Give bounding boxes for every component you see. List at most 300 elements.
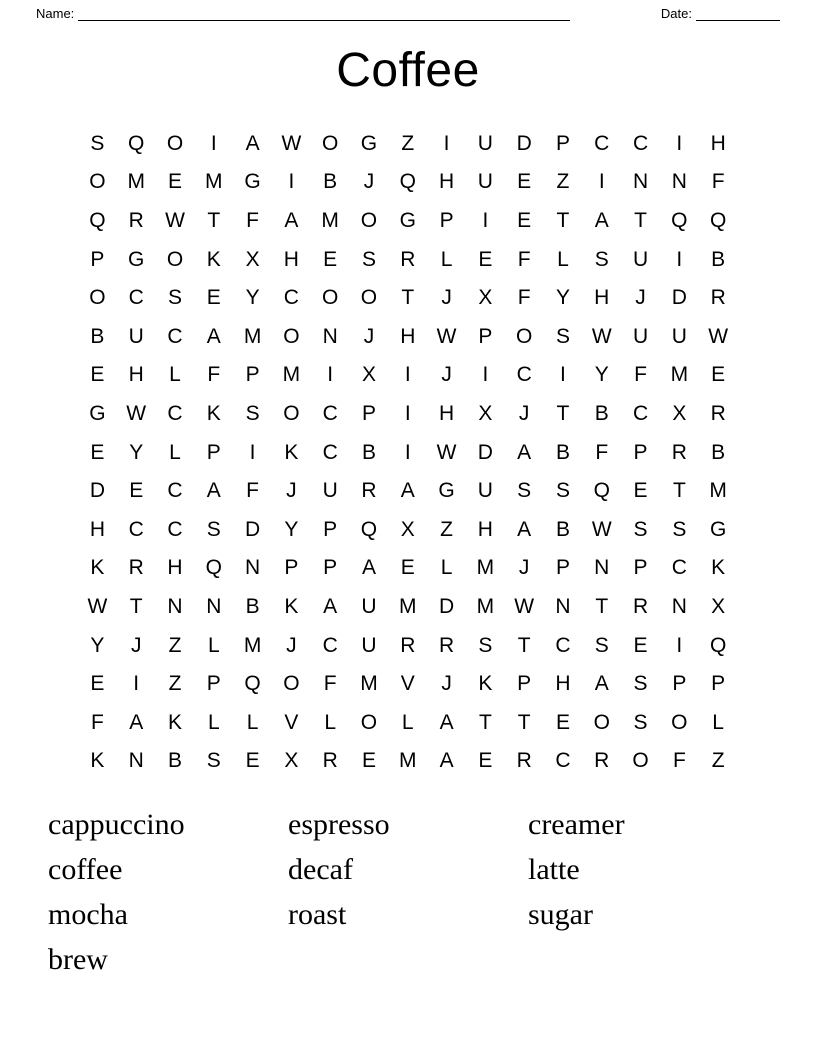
grid-cell[interactable]: A [129,710,144,734]
grid-cell[interactable]: K [206,401,221,425]
grid-cell[interactable]: Z [401,131,415,155]
grid-cell[interactable]: Q [89,208,106,232]
grid-cell[interactable]: M [127,170,145,194]
grid-cell[interactable]: R [128,556,144,580]
grid-cell[interactable]: R [516,749,532,773]
grid-cell[interactable]: M [243,324,262,348]
grid-cell[interactable]: K [90,749,105,773]
grid-cell[interactable]: L [440,247,453,271]
grid-cell[interactable]: R [710,401,726,425]
grid-cell[interactable]: I [404,363,411,387]
grid-cell[interactable]: Q [399,170,416,194]
grid-cell[interactable]: R [671,440,687,464]
grid-cell[interactable]: P [439,208,454,232]
grid-cell[interactable]: W [514,594,535,618]
grid-cell[interactable]: S [633,710,648,734]
grid-cell[interactable]: N [245,556,261,580]
grid-cell[interactable]: I [404,401,411,425]
grid-cell[interactable]: R [438,633,455,657]
grid-cell[interactable]: E [206,286,221,310]
grid-cell[interactable]: C [322,401,338,425]
grid-cell[interactable]: E [517,208,532,232]
grid-cell[interactable]: N [632,170,649,194]
grid-cell[interactable]: Y [90,633,105,657]
grid-cell[interactable]: Z [168,672,182,696]
grid-cell[interactable]: J [441,363,452,387]
grid-cell[interactable]: D [89,479,105,503]
grid-cell[interactable]: I [210,131,217,155]
grid-cell[interactable]: S [478,633,493,657]
grid-cell[interactable]: M [243,633,262,657]
grid-cell[interactable]: K [90,556,105,580]
grid-cell[interactable]: V [284,710,299,734]
grid-cell[interactable]: I [676,633,683,657]
grid-cell[interactable]: P [90,247,105,271]
grid-cell[interactable]: A [594,208,609,232]
grid-cell[interactable]: M [282,363,301,387]
grid-cell[interactable]: I [598,170,605,194]
grid-cell[interactable]: X [361,363,376,387]
grid-cell[interactable]: H [438,401,455,425]
grid-cell[interactable]: C [167,324,183,348]
grid-cell[interactable]: O [593,710,610,734]
grid-cell[interactable]: C [322,633,338,657]
grid-cell[interactable]: F [246,479,259,503]
grid-cell[interactable]: W [87,594,108,618]
grid-cell[interactable]: U [361,594,377,618]
grid-cell[interactable]: L [169,440,181,464]
grid-cell[interactable]: Q [360,517,378,541]
grid-cell[interactable]: D [438,594,455,618]
name-input-rule[interactable] [78,7,570,21]
word-list-item[interactable]: decaf [288,853,353,887]
grid-cell[interactable]: X [400,517,415,541]
grid-cell[interactable]: T [517,633,531,657]
grid-cell[interactable]: O [89,286,106,310]
grid-cell[interactable]: P [517,672,532,696]
grid-cell[interactable]: C [128,517,144,541]
word-list-item[interactable]: coffee [48,853,123,887]
grid-cell[interactable]: M [321,208,339,232]
grid-cell[interactable]: B [711,247,726,271]
grid-cell[interactable]: P [323,556,338,580]
grid-cell[interactable]: I [288,170,295,194]
grid-cell[interactable]: O [283,672,300,696]
grid-cell[interactable]: H [167,556,183,580]
grid-cell[interactable]: G [709,517,727,541]
grid-cell[interactable]: C [128,286,144,310]
grid-cell[interactable]: G [244,170,261,194]
grid-cell[interactable]: L [401,710,414,734]
grid-cell[interactable]: H [594,286,610,310]
grid-cell[interactable]: F [517,286,531,310]
grid-cell[interactable]: C [555,749,571,773]
grid-cell[interactable]: M [399,594,417,618]
grid-cell[interactable]: W [436,324,457,348]
grid-cell[interactable]: X [478,286,493,310]
grid-cell[interactable]: D [477,440,493,464]
grid-cell[interactable]: P [633,440,648,464]
grid-cell[interactable]: E [90,363,105,387]
word-list-item[interactable]: espresso [288,808,390,842]
grid-cell[interactable]: X [711,594,726,618]
grid-cell[interactable]: G [89,401,106,425]
grid-cell[interactable]: W [708,324,729,348]
grid-cell[interactable]: C [322,440,338,464]
grid-cell[interactable]: J [286,479,297,503]
grid-cell[interactable]: C [594,131,610,155]
grid-cell[interactable]: E [90,672,105,696]
grid-cell[interactable]: X [245,247,260,271]
grid-cell[interactable]: A [400,479,415,503]
grid-cell[interactable]: O [89,170,106,194]
grid-cell[interactable]: J [286,633,297,657]
grid-cell[interactable]: U [322,479,338,503]
grid-cell[interactable]: O [360,208,378,232]
word-list-item[interactable]: roast [288,898,347,932]
grid-cell[interactable]: G [438,479,455,503]
grid-cell[interactable]: P [555,131,570,155]
grid-cell[interactable]: A [361,556,376,580]
grid-cell[interactable]: U [128,324,144,348]
word-list-item[interactable]: creamer [528,808,625,842]
word-search-grid[interactable] [78,124,738,780]
grid-cell[interactable]: R [361,479,377,503]
grid-cell[interactable]: Q [593,479,610,503]
grid-cell[interactable]: B [594,401,609,425]
grid-cell[interactable]: A [439,749,454,773]
grid-cell[interactable]: A [323,594,338,618]
grid-cell[interactable]: T [556,401,570,425]
grid-cell[interactable]: J [518,556,530,580]
grid-cell[interactable]: O [360,710,378,734]
grid-cell[interactable]: R [632,594,649,618]
grid-cell[interactable]: U [477,131,493,155]
grid-cell[interactable]: S [633,672,648,696]
grid-cell[interactable]: N [671,170,687,194]
grid-cell[interactable]: W [165,208,185,232]
grid-cell[interactable]: Q [205,556,222,580]
grid-cell[interactable]: F [672,749,686,773]
grid-cell[interactable]: O [671,710,688,734]
grid-cell[interactable]: S [167,286,182,310]
grid-cell[interactable]: M [205,170,223,194]
grid-cell[interactable]: M [476,594,495,618]
grid-cell[interactable]: J [635,286,646,310]
word-list-item[interactable]: sugar [528,898,593,932]
grid-cell[interactable]: E [555,710,570,734]
grid-cell[interactable]: C [283,286,299,310]
grid-cell[interactable]: H [128,363,144,387]
grid-cell[interactable]: F [207,363,221,387]
grid-cell[interactable]: M [476,556,495,580]
grid-cell[interactable]: D [245,517,261,541]
grid-cell[interactable]: G [399,208,416,232]
grid-cell[interactable]: R [710,286,726,310]
grid-cell[interactable]: D [516,131,532,155]
grid-cell[interactable]: N [671,594,687,618]
grid-cell[interactable]: P [361,401,376,425]
grid-cell[interactable]: J [441,286,452,310]
grid-cell[interactable]: H [438,170,455,194]
grid-cell[interactable]: Q [709,208,727,232]
grid-cell[interactable]: F [90,710,104,734]
grid-cell[interactable]: B [167,749,182,773]
grid-cell[interactable]: I [327,363,334,387]
grid-cell[interactable]: K [284,440,299,464]
grid-cell[interactable]: Y [245,286,260,310]
grid-cell[interactable]: O [360,286,378,310]
grid-cell[interactable]: G [128,247,145,271]
grid-cell[interactable]: O [166,247,184,271]
grid-cell[interactable]: B [555,517,570,541]
grid-cell[interactable]: E [245,749,260,773]
grid-cell[interactable]: N [594,556,610,580]
grid-cell[interactable]: F [634,363,647,387]
grid-cell[interactable]: U [632,324,649,348]
grid-cell[interactable]: I [404,440,411,464]
grid-cell[interactable]: S [90,131,105,155]
grid-cell[interactable]: A [206,324,221,348]
grid-cell[interactable]: H [477,517,493,541]
grid-cell[interactable]: P [206,672,221,696]
grid-cell[interactable]: P [672,672,687,696]
grid-cell[interactable]: X [672,401,687,425]
grid-cell[interactable]: S [555,479,570,503]
grid-cell[interactable]: S [245,401,260,425]
grid-cell[interactable]: Y [129,440,144,464]
grid-cell[interactable]: S [594,633,609,657]
grid-cell[interactable]: T [129,594,143,618]
grid-cell[interactable]: T [517,710,531,734]
grid-cell[interactable]: C [516,363,532,387]
grid-cell[interactable]: W [591,324,612,348]
grid-cell[interactable]: A [594,672,609,696]
grid-cell[interactable]: J [518,401,530,425]
grid-cell[interactable]: A [517,440,532,464]
grid-cell[interactable]: Q [709,633,727,657]
grid-cell[interactable]: Z [556,170,570,194]
grid-cell[interactable]: Q [128,131,145,155]
grid-cell[interactable]: C [671,556,687,580]
grid-cell[interactable]: E [323,247,338,271]
grid-cell[interactable]: C [632,401,649,425]
grid-cell[interactable]: X [284,749,299,773]
grid-cell[interactable]: E [400,556,415,580]
word-list-item[interactable]: latte [528,853,580,887]
grid-cell[interactable]: L [169,363,181,387]
grid-cell[interactable]: L [207,710,220,734]
grid-cell[interactable]: F [595,440,609,464]
grid-cell[interactable]: E [517,170,532,194]
grid-cell[interactable]: O [322,286,339,310]
grid-cell[interactable]: W [126,401,147,425]
grid-cell[interactable]: O [632,749,649,773]
grid-cell[interactable]: C [555,633,571,657]
grid-cell[interactable]: K [206,247,221,271]
grid-cell[interactable]: B [245,594,260,618]
grid-cell[interactable]: B [361,440,376,464]
grid-cell[interactable]: Q [671,208,688,232]
grid-cell[interactable]: I [560,363,566,387]
grid-cell[interactable]: E [711,363,726,387]
grid-cell[interactable]: N [322,324,338,348]
grid-cell[interactable]: R [128,208,144,232]
grid-cell[interactable]: P [245,363,260,387]
grid-cell[interactable]: S [633,517,648,541]
grid-cell[interactable]: L [246,710,259,734]
grid-cell[interactable]: T [595,594,609,618]
grid-cell[interactable]: N [206,594,222,618]
grid-cell[interactable]: K [711,556,726,580]
grid-cell[interactable]: E [167,170,182,194]
grid-cell[interactable]: I [249,440,256,464]
grid-cell[interactable]: W [591,517,612,541]
grid-cell[interactable]: F [246,208,259,232]
grid-cell[interactable]: A [284,208,299,232]
grid-cell[interactable]: Z [711,749,725,773]
grid-cell[interactable]: H [400,324,416,348]
grid-cell[interactable]: I [443,131,450,155]
grid-cell[interactable]: K [478,672,493,696]
grid-cell[interactable]: P [711,672,726,696]
grid-cell[interactable]: E [478,749,493,773]
grid-cell[interactable]: Z [168,633,182,657]
grid-cell[interactable]: O [283,324,300,348]
grid-cell[interactable]: A [245,131,260,155]
grid-cell[interactable]: J [441,672,452,696]
grid-cell[interactable]: K [284,594,299,618]
grid-cell[interactable]: H [283,247,299,271]
date-input-rule[interactable] [696,7,780,21]
grid-cell[interactable]: J [130,633,142,657]
grid-cell[interactable]: P [323,517,338,541]
grid-cell[interactable]: R [400,247,416,271]
grid-cell[interactable]: Y [594,363,609,387]
grid-cell[interactable]: S [672,517,687,541]
grid-cell[interactable]: Z [440,517,453,541]
grid-cell[interactable]: C [632,131,649,155]
grid-cell[interactable]: P [555,556,570,580]
grid-cell[interactable]: J [363,324,375,348]
grid-cell[interactable]: R [400,633,416,657]
grid-cell[interactable]: L [557,247,569,271]
grid-cell[interactable]: S [555,324,570,348]
grid-cell[interactable]: A [439,710,454,734]
grid-cell[interactable]: E [478,247,493,271]
grid-cell[interactable]: Q [244,672,261,696]
grid-cell[interactable]: L [712,710,724,734]
grid-cell[interactable]: I [676,247,683,271]
grid-cell[interactable]: L [440,556,453,580]
grid-cell[interactable]: N [128,749,144,773]
grid-cell[interactable]: U [632,247,649,271]
grid-cell[interactable]: P [478,324,493,348]
grid-cell[interactable]: M [399,749,417,773]
grid-cell[interactable]: E [633,479,648,503]
grid-cell[interactable]: U [477,170,493,194]
grid-cell[interactable]: O [515,324,533,348]
grid-cell[interactable]: E [633,633,648,657]
grid-cell[interactable]: B [711,440,726,464]
grid-cell[interactable]: C [167,479,183,503]
grid-cell[interactable]: G [360,131,378,155]
grid-cell[interactable]: Y [555,286,570,310]
grid-cell[interactable]: R [594,749,610,773]
grid-cell[interactable]: V [400,672,415,696]
grid-cell[interactable]: L [324,710,337,734]
grid-cell[interactable]: W [436,440,457,464]
grid-cell[interactable]: W [281,131,302,155]
grid-cell[interactable]: B [555,440,570,464]
grid-cell[interactable]: N [167,594,183,618]
grid-cell[interactable]: H [89,517,105,541]
grid-cell[interactable]: P [284,556,299,580]
grid-cell[interactable]: O [166,131,184,155]
grid-cell[interactable]: B [323,170,338,194]
grid-cell[interactable]: B [90,324,105,348]
grid-cell[interactable]: M [709,479,727,503]
grid-cell[interactable]: J [363,170,375,194]
grid-cell[interactable]: A [206,479,221,503]
grid-cell[interactable]: T [478,710,492,734]
grid-cell[interactable]: M [670,363,689,387]
grid-cell[interactable]: F [517,247,531,271]
grid-cell[interactable]: S [206,749,221,773]
grid-cell[interactable]: S [517,479,532,503]
grid-cell[interactable]: T [207,208,221,232]
grid-cell[interactable]: X [478,401,493,425]
grid-cell[interactable]: T [634,208,647,232]
grid-cell[interactable]: S [206,517,221,541]
grid-cell[interactable]: D [671,286,687,310]
word-list-item[interactable]: cappuccino [48,808,185,842]
grid-cell[interactable]: I [482,363,489,387]
grid-cell[interactable]: S [594,247,609,271]
grid-cell[interactable]: I [676,131,683,155]
grid-cell[interactable]: E [90,440,105,464]
grid-cell[interactable]: T [672,479,686,503]
grid-cell[interactable]: T [401,286,415,310]
grid-cell[interactable]: N [555,594,571,618]
grid-cell[interactable]: P [206,440,221,464]
grid-cell[interactable]: C [167,517,183,541]
grid-cell[interactable]: A [517,517,532,541]
grid-cell[interactable]: P [633,556,648,580]
grid-cell[interactable]: U [361,633,377,657]
grid-cell[interactable]: O [283,401,300,425]
grid-cell[interactable]: M [360,672,378,696]
grid-cell[interactable]: E [361,749,376,773]
grid-cell[interactable]: F [323,672,337,696]
grid-cell[interactable]: K [167,710,182,734]
grid-cell[interactable]: Y [284,517,299,541]
grid-cell[interactable]: S [361,247,376,271]
word-list-item[interactable]: mocha [48,898,128,932]
grid-cell[interactable]: I [133,672,140,696]
word-list-item[interactable]: brew [48,943,108,977]
grid-cell[interactable]: L [207,633,220,657]
grid-cell[interactable]: U [477,479,493,503]
grid-cell[interactable]: U [671,324,687,348]
grid-cell[interactable]: H [555,672,571,696]
grid-cell[interactable]: R [322,749,338,773]
grid-cell[interactable]: T [556,208,570,232]
grid-cell[interactable]: O [322,131,339,155]
grid-cell[interactable]: F [711,170,725,194]
grid-cell[interactable]: C [167,401,183,425]
grid-cell[interactable]: I [482,208,489,232]
